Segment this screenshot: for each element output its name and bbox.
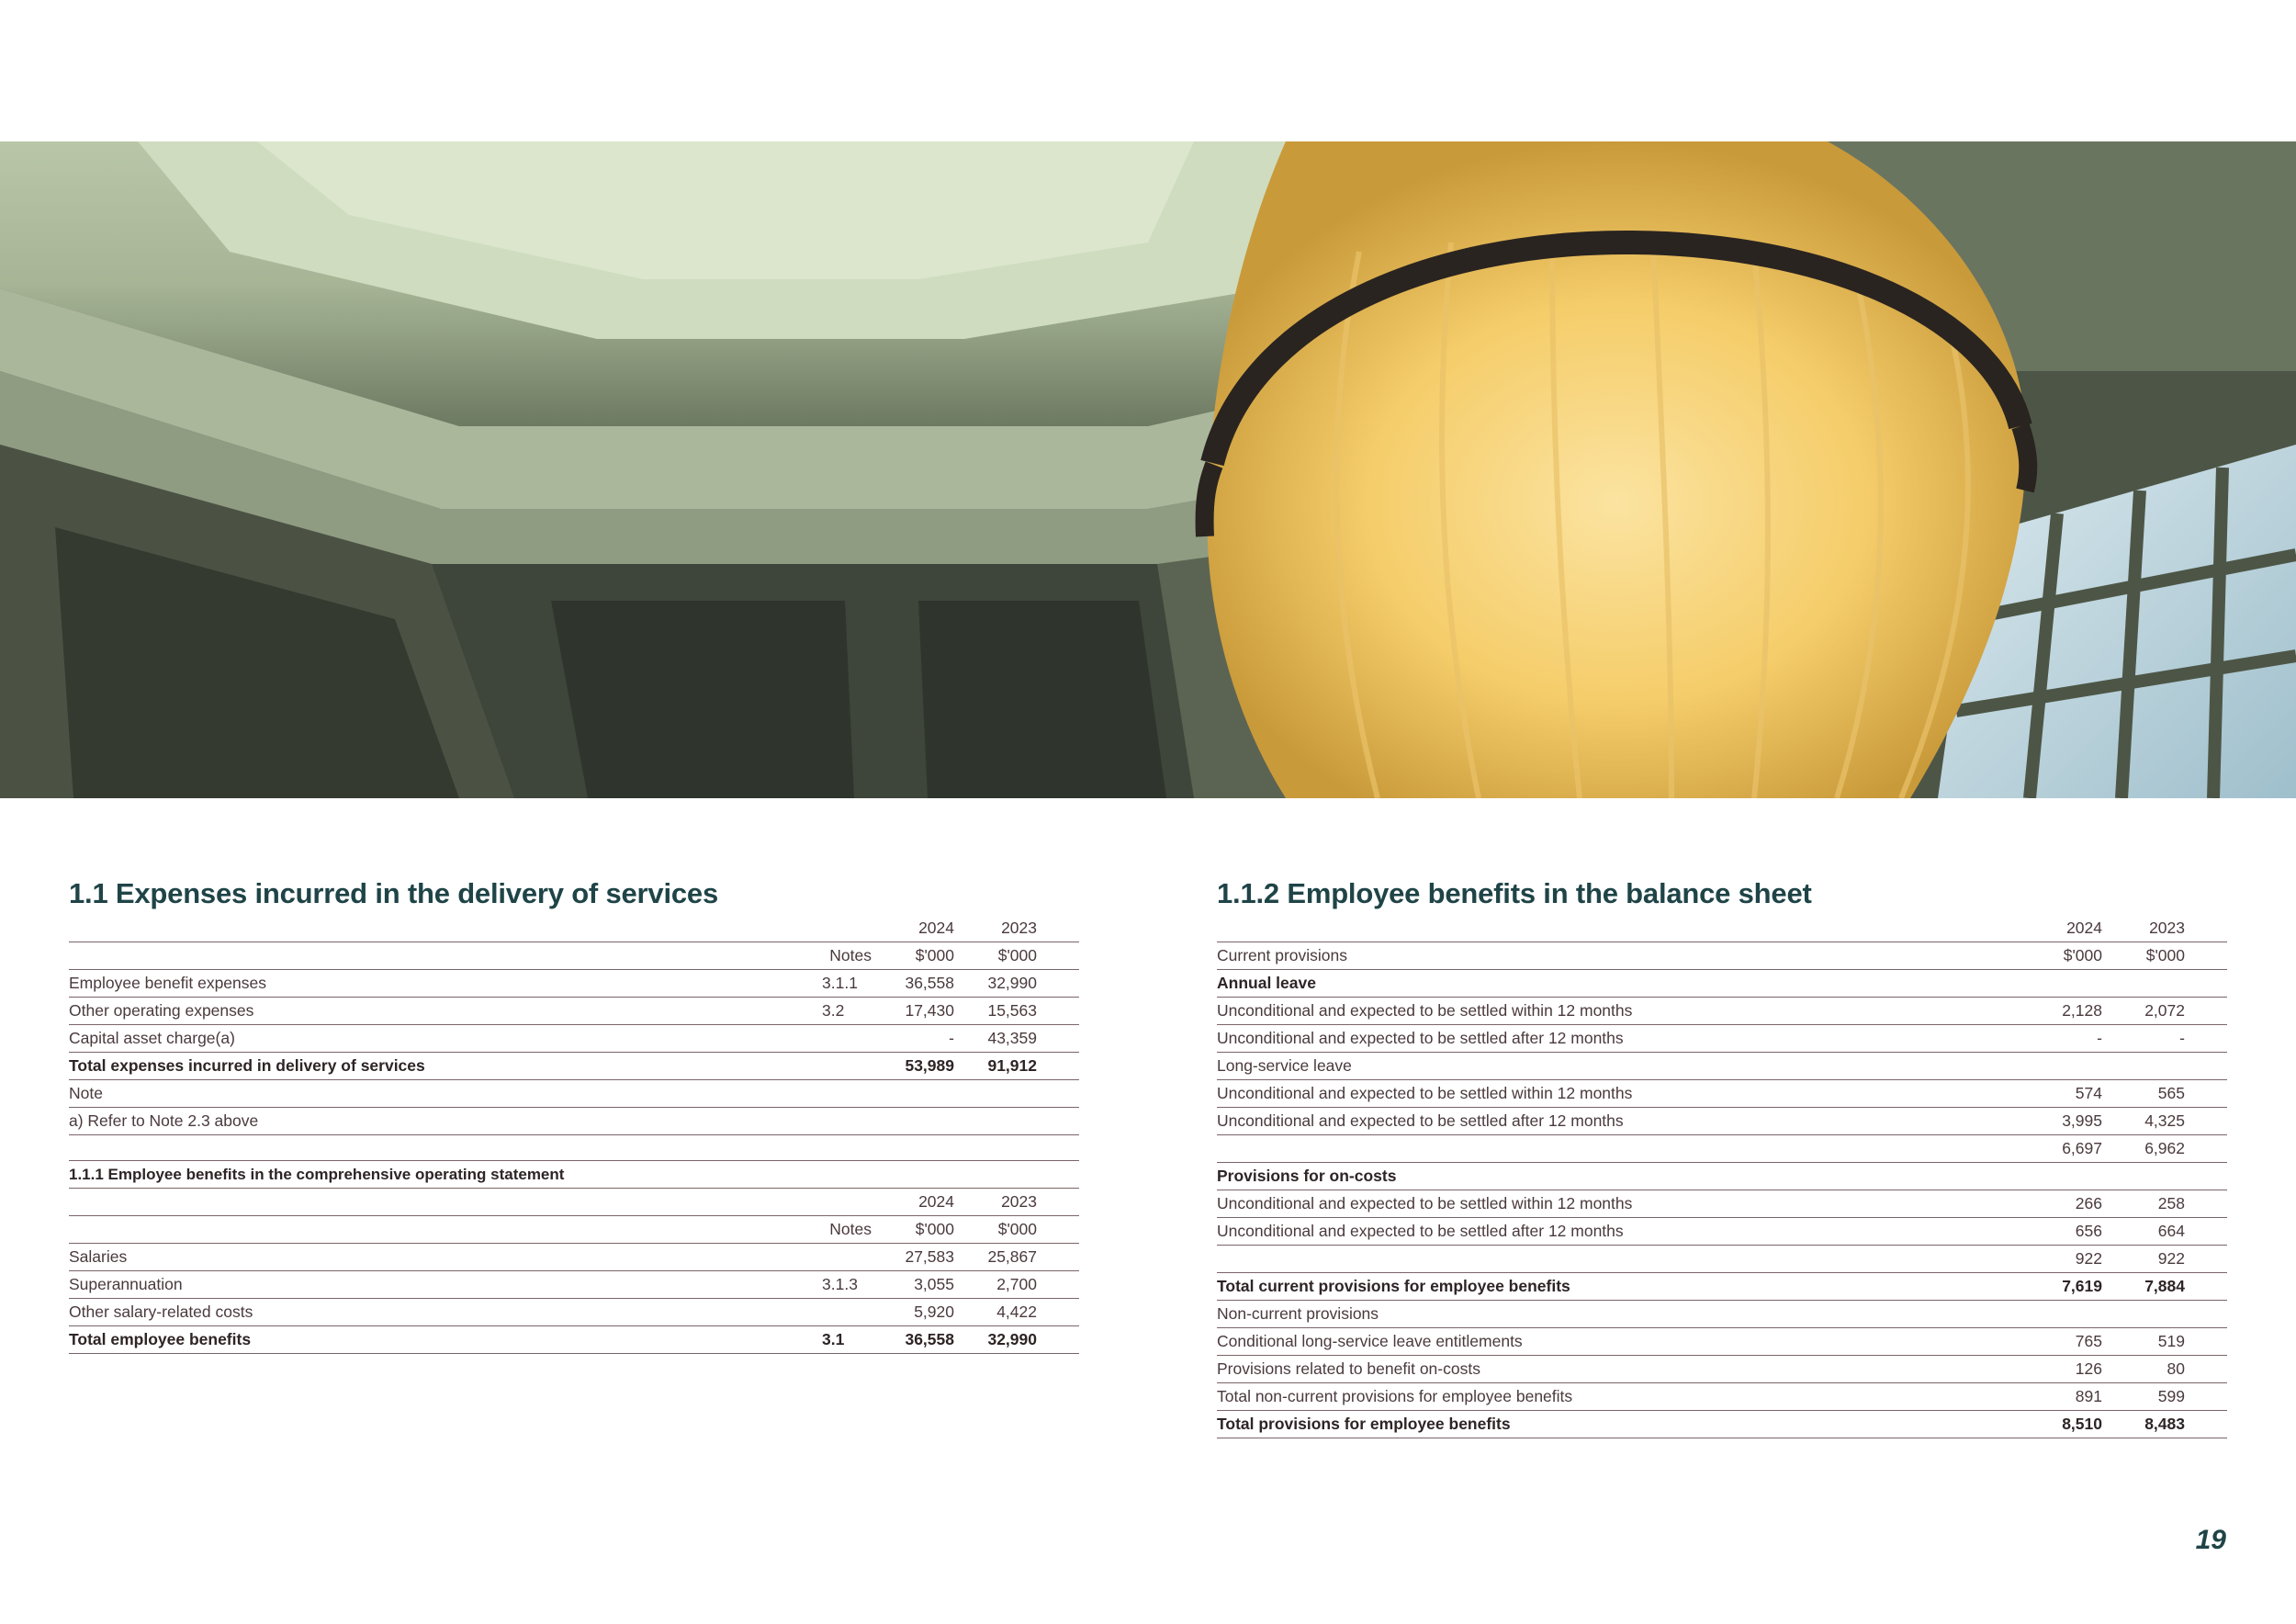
table-header-years bbox=[1217, 915, 2227, 942]
row-label: Other operating expenses bbox=[69, 998, 822, 1025]
row-value-2024: 36,558 bbox=[877, 1326, 960, 1354]
row-note: 3.2 bbox=[822, 998, 877, 1025]
section-title-expenses: 1.1 Expenses incurred in the delivery of services bbox=[69, 877, 718, 909]
table-row bbox=[69, 1299, 1079, 1326]
table-row bbox=[1217, 1080, 2227, 1108]
page-number: 19 bbox=[2195, 1525, 2226, 1555]
row-value-2023: 8,483 bbox=[2108, 1411, 2190, 1438]
row-note: 3.1 bbox=[822, 1326, 877, 1354]
header-year-2023: 2023 bbox=[960, 915, 1042, 942]
header-unit-2024: $'000 bbox=[2025, 942, 2108, 970]
row-label: Other salary-related costs bbox=[69, 1299, 822, 1326]
row-value-2024: 922 bbox=[2025, 1246, 2108, 1273]
expenses-table bbox=[69, 915, 1079, 1354]
table-row bbox=[1217, 1383, 2227, 1411]
hero-photo bbox=[0, 141, 2296, 798]
row-label: Total current provisions for employee benefits bbox=[1217, 1273, 2025, 1301]
header-notes: Notes bbox=[822, 942, 877, 970]
row-value-2024: 36,558 bbox=[877, 970, 960, 998]
subsection-title-employee-benefits bbox=[69, 1161, 1079, 1189]
row-label: Unconditional and expected to be settled after 12 months bbox=[1217, 1025, 2025, 1053]
subsection-title: 1.1.1 Employee benefits in the comprehensive operating statement bbox=[69, 1161, 1079, 1189]
row-value-2024: 2,128 bbox=[2025, 998, 2108, 1025]
row-label: Total expenses incurred in delivery of services bbox=[69, 1053, 822, 1080]
row-label: Employee benefit expenses bbox=[69, 970, 822, 998]
table-row bbox=[1217, 998, 2227, 1025]
row-label: Unconditional and expected to be settled within 12 months bbox=[1217, 1190, 2025, 1218]
row-note: 3.1.1 bbox=[822, 970, 877, 998]
table-row bbox=[1217, 1328, 2227, 1356]
row-value-2024: 7,619 bbox=[2025, 1273, 2108, 1301]
table-row bbox=[69, 998, 1079, 1025]
row-note: 3.1.3 bbox=[822, 1271, 877, 1299]
row-value-2024: - bbox=[877, 1025, 960, 1053]
table-row-total bbox=[69, 1053, 1079, 1080]
row-value-2024: 266 bbox=[2025, 1190, 2108, 1218]
row-label: Annual leave bbox=[1217, 970, 2025, 998]
table-row-total bbox=[1217, 1411, 2227, 1438]
row-value-2023: 664 bbox=[2108, 1218, 2190, 1246]
row-note bbox=[822, 1053, 877, 1080]
row-label: Non-current provisions bbox=[1217, 1301, 2025, 1328]
header-year-2024: 2024 bbox=[2025, 915, 2108, 942]
row-label: Provisions related to benefit on-costs bbox=[1217, 1356, 2025, 1383]
table-header-years bbox=[69, 915, 1079, 942]
table-row bbox=[1217, 1108, 2227, 1135]
row-value-2023: - bbox=[2108, 1025, 2190, 1053]
header-year-2024: 2024 bbox=[877, 915, 960, 942]
row-note bbox=[822, 1244, 877, 1271]
row-value-2023: 15,563 bbox=[960, 998, 1042, 1025]
header-year-2023: 2023 bbox=[960, 1189, 1042, 1216]
balance-sheet-table bbox=[1217, 915, 2227, 1438]
table-row-note-heading bbox=[69, 1080, 1079, 1108]
row-label: Salaries bbox=[69, 1244, 822, 1271]
row-value-2023: 32,990 bbox=[960, 970, 1042, 998]
row-label: Total employee benefits bbox=[69, 1326, 822, 1354]
row-note bbox=[822, 1025, 877, 1053]
row-value-2024: 765 bbox=[2025, 1328, 2108, 1356]
row-label: Unconditional and expected to be settled after 12 months bbox=[1217, 1218, 2025, 1246]
row-label bbox=[1217, 1246, 2025, 1273]
row-label: Note bbox=[69, 1080, 822, 1108]
row-value-2024: 17,430 bbox=[877, 998, 960, 1025]
header-unit-2024: $'000 bbox=[877, 942, 960, 970]
table-row bbox=[69, 970, 1079, 998]
row-label: Capital asset charge(a) bbox=[69, 1025, 822, 1053]
row-label: Unconditional and expected to be settled within 12 months bbox=[1217, 1080, 2025, 1108]
row-value-2024: 27,583 bbox=[877, 1244, 960, 1271]
table-row-subtotal bbox=[1217, 1135, 2227, 1163]
row-note bbox=[822, 1299, 877, 1326]
header-year-2023: 2023 bbox=[2108, 915, 2190, 942]
table-header-units bbox=[1217, 942, 2227, 970]
row-value-2023: 80 bbox=[2108, 1356, 2190, 1383]
table-row-subtotal bbox=[1217, 1246, 2227, 1273]
row-value-2024: 5,920 bbox=[877, 1299, 960, 1326]
row-value-2023: 2,700 bbox=[960, 1271, 1042, 1299]
ceiling-lamp-photo bbox=[0, 141, 2296, 798]
table-row bbox=[69, 1244, 1079, 1271]
row-value-2024: 574 bbox=[2025, 1080, 2108, 1108]
row-value-2023 bbox=[2108, 970, 2190, 998]
header-unit-2023: $'000 bbox=[960, 942, 1042, 970]
row-value-2024: 8,510 bbox=[2025, 1411, 2108, 1438]
table-row bbox=[1217, 1301, 2227, 1328]
row-label: Total provisions for employee benefits bbox=[1217, 1411, 2025, 1438]
header-unit-2024: $'000 bbox=[877, 1216, 960, 1244]
table-row-footnote bbox=[69, 1108, 1079, 1135]
table-row-total bbox=[69, 1326, 1079, 1354]
row-value-2024: 3,995 bbox=[2025, 1108, 2108, 1135]
section-title-balance-sheet: 1.1.2 Employee benefits in the balance sheet bbox=[1217, 877, 1812, 909]
row-value-2023: 922 bbox=[2108, 1246, 2190, 1273]
row-value-2023: 565 bbox=[2108, 1080, 2190, 1108]
table-header-units bbox=[69, 942, 1079, 970]
row-value-2023: 4,422 bbox=[960, 1299, 1042, 1326]
row-value-2024: 126 bbox=[2025, 1356, 2108, 1383]
header-unit-2023: $'000 bbox=[960, 1216, 1042, 1244]
row-value-2024: 6,697 bbox=[2025, 1135, 2108, 1163]
header-notes: Notes bbox=[822, 1216, 877, 1244]
row-value-2023: 258 bbox=[2108, 1190, 2190, 1218]
row-value-2024 bbox=[2025, 1163, 2108, 1190]
row-label: Long-service leave bbox=[1217, 1053, 2025, 1080]
row-label: a) Refer to Note 2.3 above bbox=[69, 1108, 822, 1135]
row-label: Unconditional and expected to be settled within 12 months bbox=[1217, 998, 2025, 1025]
table-row bbox=[1217, 1218, 2227, 1246]
row-value-2023: 599 bbox=[2108, 1383, 2190, 1411]
row-value-2023: 25,867 bbox=[960, 1244, 1042, 1271]
table-row bbox=[1217, 1356, 2227, 1383]
table-row bbox=[1217, 1190, 2227, 1218]
row-value-2024 bbox=[2025, 970, 2108, 998]
row-value-2023 bbox=[2108, 1053, 2190, 1080]
row-value-2024: 53,989 bbox=[877, 1053, 960, 1080]
row-value-2024 bbox=[2025, 1301, 2108, 1328]
row-label: Unconditional and expected to be settled after 12 months bbox=[1217, 1108, 2025, 1135]
table-row-total bbox=[1217, 1273, 2227, 1301]
header-year-2024: 2024 bbox=[877, 1189, 960, 1216]
row-label: Current provisions bbox=[1217, 942, 2025, 970]
table-row-subheading bbox=[1217, 970, 2227, 998]
row-value-2023: 43,359 bbox=[960, 1025, 1042, 1053]
table-row bbox=[1217, 1025, 2227, 1053]
row-value-2023: 519 bbox=[2108, 1328, 2190, 1356]
table-row bbox=[1217, 1053, 2227, 1080]
row-value-2023: 7,884 bbox=[2108, 1273, 2190, 1301]
row-value-2023 bbox=[2108, 1163, 2190, 1190]
table-header-units bbox=[69, 1216, 1079, 1244]
row-value-2024 bbox=[2025, 1053, 2108, 1080]
row-label: Total non-current provisions for employee benefits bbox=[1217, 1383, 2025, 1411]
row-label: Provisions for on-costs bbox=[1217, 1163, 2025, 1190]
row-value-2023: 91,912 bbox=[960, 1053, 1042, 1080]
row-value-2024: 656 bbox=[2025, 1218, 2108, 1246]
table-row bbox=[69, 1271, 1079, 1299]
row-value-2023: 6,962 bbox=[2108, 1135, 2190, 1163]
row-value-2024: 3,055 bbox=[877, 1271, 960, 1299]
table-row bbox=[69, 1025, 1079, 1053]
row-value-2023: 2,072 bbox=[2108, 998, 2190, 1025]
table-row-spacer bbox=[69, 1135, 1079, 1161]
table-header-years bbox=[69, 1189, 1079, 1216]
row-label: Superannuation bbox=[69, 1271, 822, 1299]
row-value-2023: 4,325 bbox=[2108, 1108, 2190, 1135]
table-row-subheading bbox=[1217, 1163, 2227, 1190]
row-value-2023 bbox=[2108, 1301, 2190, 1328]
row-value-2024: 891 bbox=[2025, 1383, 2108, 1411]
header-unit-2023: $'000 bbox=[2108, 942, 2190, 970]
row-value-2024: - bbox=[2025, 1025, 2108, 1053]
row-label bbox=[1217, 1135, 2025, 1163]
row-value-2023: 32,990 bbox=[960, 1326, 1042, 1354]
row-label: Conditional long-service leave entitlements bbox=[1217, 1328, 2025, 1356]
